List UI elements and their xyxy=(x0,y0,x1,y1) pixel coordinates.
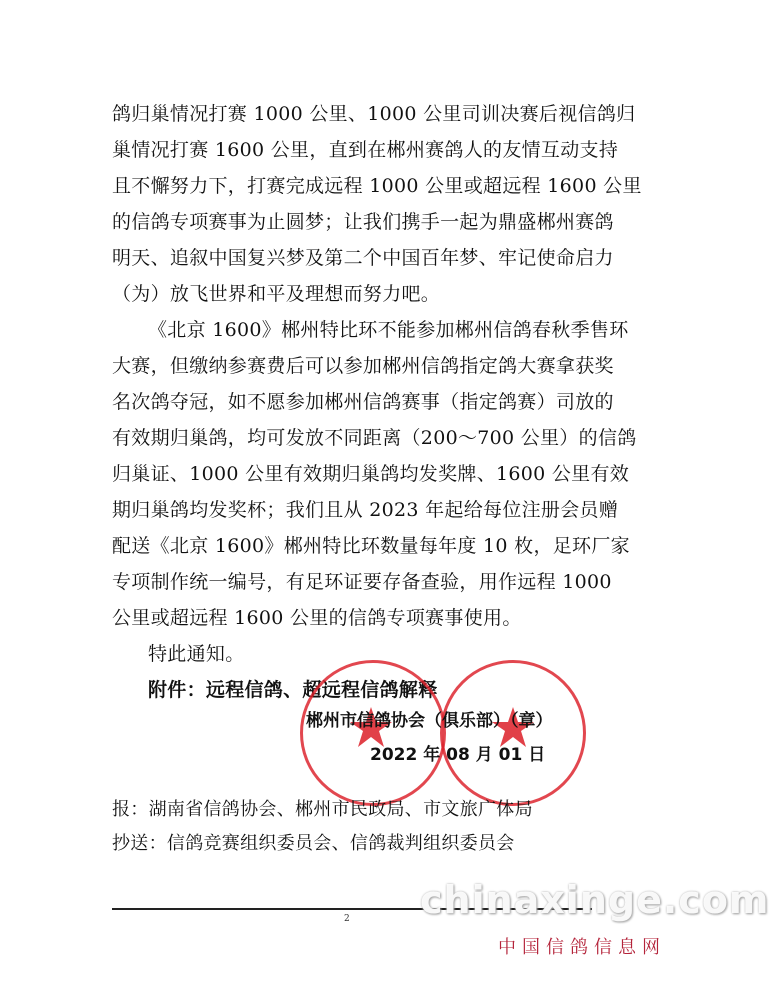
closing-line: 特此通知。 xyxy=(148,643,245,665)
body-line: 巢情况打赛 1600 公里，直到在郴州赛鸽人的友情互动支持 xyxy=(112,139,619,161)
signature-block xyxy=(300,700,620,790)
body-line: （为）放飞世界和平及理想而努力吧。 xyxy=(112,283,441,305)
body-line: 期归巢鸽均发奖杯；我们且从 2023 年起给每位注册会员赠 xyxy=(112,499,619,521)
body-line: 明天、追叙中国复兴梦及第二个中国百年梦、牢记使命启力 xyxy=(112,247,614,269)
body-line: 专项制作统一编号，有足环证要存备查验，用作远程 1000 xyxy=(112,571,612,593)
body-line: 鸽归巢情况打赛 1000 公里、1000 公里司训决赛后视信鸽归 xyxy=(112,103,636,125)
copy-to-line: 抄送：信鸽竞赛组织委员会、信鸽裁判组织委员会 xyxy=(112,833,515,854)
body-line: 《北京 1600》郴州特比环不能参加郴州信鸽春秋季售环 xyxy=(148,319,629,341)
body-line: 公里或超远程 1600 公里的信鸽专项赛事使用。 xyxy=(112,607,522,629)
site-watermark: chinaxinge.com xyxy=(420,878,770,922)
body-line: 的信鸽专项赛事为止圆梦；让我们携手一起为鼎盛郴州赛鸽 xyxy=(112,211,614,233)
body-line: 配送《北京 1600》郴州特比环数量每年度 10 枚，足环厂家 xyxy=(112,535,630,557)
body-line: 大赛，但缴纳参赛费后可以参加郴州信鸽指定鸽大赛拿获奖 xyxy=(112,355,614,377)
notice-body xyxy=(112,96,642,708)
attachment-line: 附件：远程信鸽、超远程信鸽解释 xyxy=(148,679,438,701)
association-seal xyxy=(300,660,446,806)
body-line: 名次鸽夺冠，如不愿参加郴州信鸽赛事（指定鸽赛）司放的 xyxy=(112,391,614,413)
issuer-name: 郴州市信鸽协会（俱乐部）（章） xyxy=(306,711,553,731)
body-line: 且不懈努力下，打赛完成远程 1000 公里或超远程 1600 公里 xyxy=(112,175,642,197)
issue-date: 2022 年 08 月 01 日 xyxy=(370,745,546,765)
body-line: 归巢证、1000 公里有效期归巢鸽均发奖牌、1600 公里有效 xyxy=(112,463,630,485)
body-line: 有效期归巢鸽，均可发放不同距离（200～700 公里）的信鸽 xyxy=(112,427,637,449)
site-name-watermark: 中国信鸽信息网 xyxy=(498,937,666,958)
club-seal xyxy=(440,660,586,806)
report-to-line: 报：湖南省信鸽协会、郴州市民政局、市文旅广体局 xyxy=(112,799,533,820)
page-number: 2 xyxy=(344,914,350,924)
distribution-list xyxy=(112,793,533,861)
